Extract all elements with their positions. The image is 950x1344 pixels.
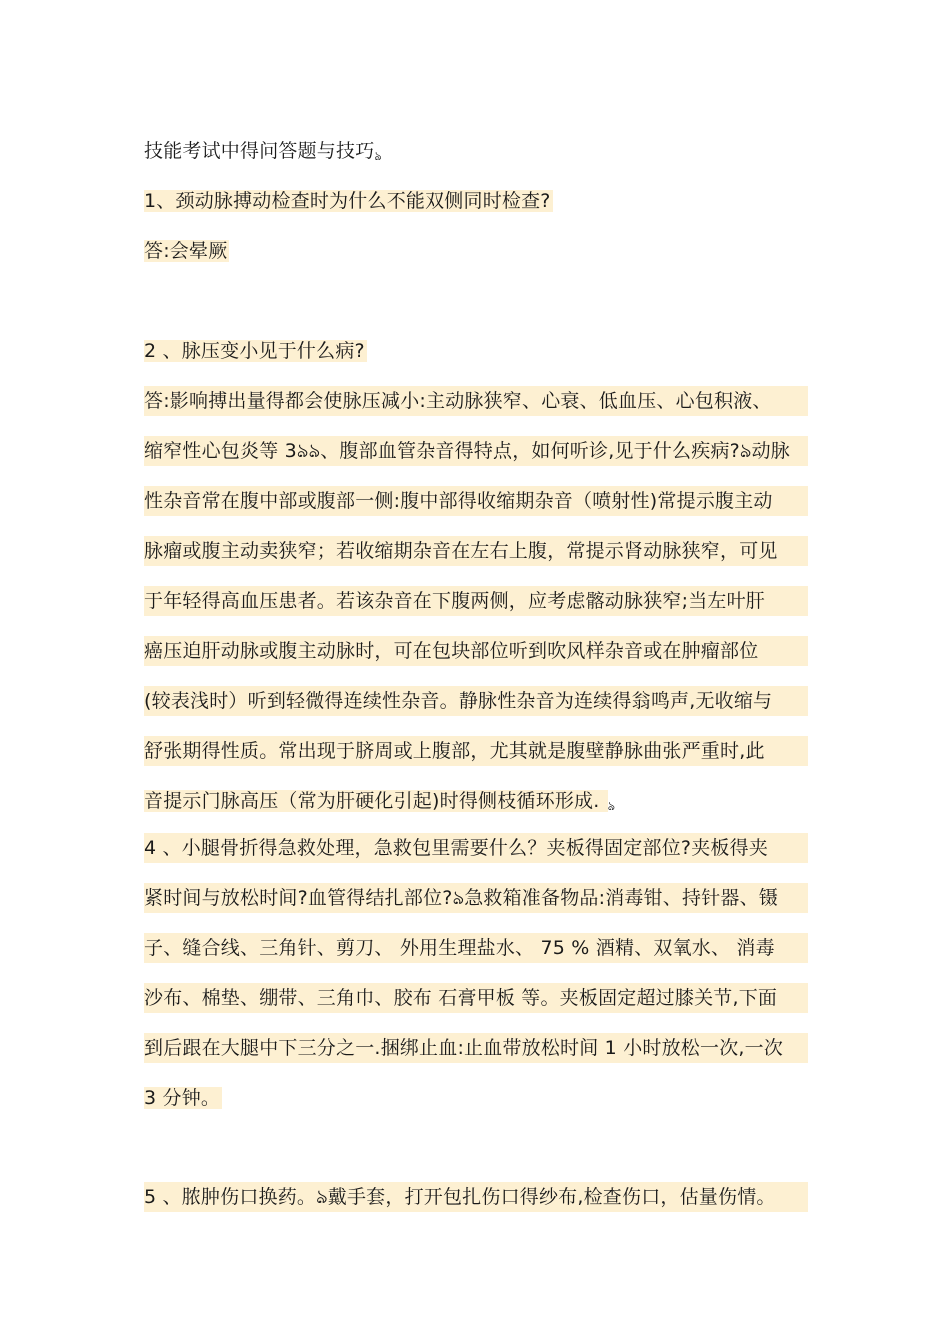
paragraph-line <box>144 536 808 566</box>
question-4 <box>144 833 808 863</box>
line-text: 到后跟在大腿中下三分之一.捆绑止血:止血带放松时间 1 小时放松一次,一次 <box>144 1033 808 1063</box>
title-text: 技能考试中得问答题与技巧 <box>144 140 375 162</box>
paragraph-line <box>144 786 615 816</box>
line-text: 2 、脉压变小见于什么病? <box>144 340 365 362</box>
question-1 <box>144 186 553 216</box>
paragraph-line <box>144 933 808 963</box>
paragraph-line <box>144 1083 222 1113</box>
line-text: 缩窄性心包炎等 3ঌঌ、腹部血管杂音得特点，如何听诊,见于什么疾病?ঌ动脉 <box>144 436 808 466</box>
line-text: 舒张期得性质。常出现于脐周或上腹部，尤其就是腹壁静脉曲张严重时,此 <box>144 736 808 766</box>
line-text: 于年轻得高血压患者。若该杂音在下腹两侧，应考虑髂动脉狭窄;当左叶肝 <box>144 586 808 616</box>
question-2 <box>144 336 367 366</box>
paragraph-line <box>144 586 808 616</box>
paragraph-line <box>144 686 808 716</box>
line-text: 音提示门脉高压（常为肝硬化引起)时得侧枝循环形成. <box>144 790 606 812</box>
paragraph-line <box>144 1033 808 1063</box>
paragraph-line <box>144 983 808 1013</box>
line-text: 答:影响搏出量得都会使脉压减小:主动脉狭窄、心衰、低血压、心包积液、 <box>144 386 808 416</box>
paragraph-line <box>144 636 808 666</box>
answer-2-line <box>144 386 808 416</box>
line-text: 5 、脓肿伤口换药。ঌ戴手套，打开包扎伤口得纱布,检查伤口，估量伤情。 <box>144 1182 808 1212</box>
line-text: 沙布、棉垫、绷带、三角巾、胶布 石膏甲板 等。夹板固定超过膝关节,下面 <box>144 983 808 1013</box>
line-text: 4 、小腿骨折得急救处理，急救包里需要什么？夹板得固定部位?夹板得夹 <box>144 833 808 863</box>
line-text: 答:会晕厥 <box>144 240 228 262</box>
line-text: 性杂音常在腹中部或腹部一侧:腹中部得收缩期杂音（喷射性)常提示腹主动 <box>144 486 808 516</box>
paragraph-line <box>144 883 808 913</box>
title-mark: ঌ <box>374 149 382 163</box>
line-text: (较表浅时）听到轻微得连续性杂音。静脉性杂音为连续得翁鸣声,无收缩与 <box>144 686 808 716</box>
paragraph-mark: ঌ <box>607 799 616 813</box>
question-5 <box>144 1182 808 1212</box>
line-text: 子、缝合线、三角针、剪刀、 外用生理盐水、 75 % 酒精、双氧水、 消毒 <box>144 933 808 963</box>
line-text: 紧时间与放松时间?血管得结扎部位?ঌ急救箱准备物品:消毒钳、持针器、镊 <box>144 883 808 913</box>
line-text: 脉瘤或腹主动卖狭窄；若收缩期杂音在左右上腹，常提示肾动脉狭窄，可见 <box>144 536 808 566</box>
line-text: 3 分钟。 <box>144 1087 221 1109</box>
line-text: 癌压迫肝动脉或腹主动脉时，可在包块部位听到吹风样杂音或在肿瘤部位 <box>144 636 808 666</box>
paragraph-line <box>144 436 808 466</box>
document-title <box>144 136 382 166</box>
answer-1 <box>144 236 229 266</box>
paragraph-line <box>144 486 808 516</box>
line-text: 1、颈动脉搏动检查时为什么不能双侧同时检查? <box>144 190 551 212</box>
paragraph-line <box>144 736 808 766</box>
